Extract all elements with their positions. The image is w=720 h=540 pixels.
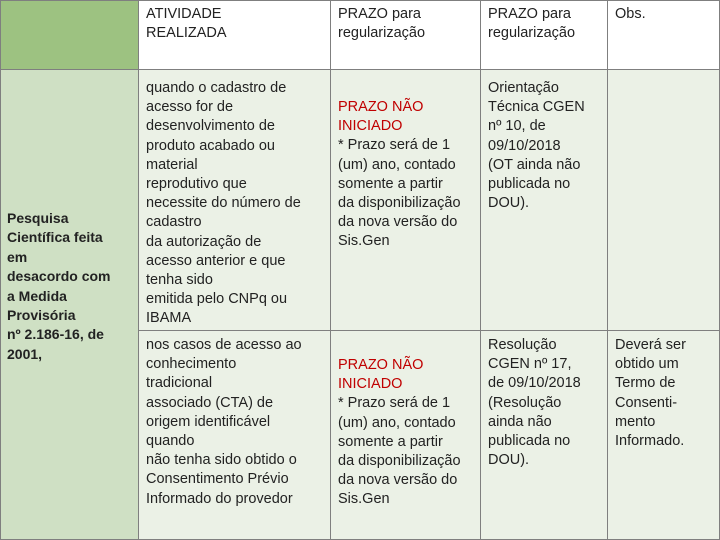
row1-activity [138, 69, 331, 331]
activity-line: produto acabado ou [146, 137, 275, 154]
regulation-line: (OT ainda não [488, 156, 581, 173]
row-label-line: 2001, [7, 345, 43, 362]
deadline-line: somente a partir [338, 433, 443, 450]
regulation-line: ainda não [488, 413, 552, 430]
row-label-line: Pesquisa [7, 209, 69, 226]
activity-line: desenvolvimento de [146, 118, 275, 135]
obs-line: mento [615, 413, 656, 430]
deadline-line: Sis.Gen [338, 491, 390, 508]
regulation-line: Técnica CGEN [488, 99, 585, 116]
activity-line: nos casos de acesso ao [146, 337, 302, 353]
row2-obs [607, 330, 720, 540]
deadline-line: * Prazo será de 1 [338, 137, 451, 154]
row-label-line: desacordo com [7, 268, 111, 285]
regulation-line: de 09/10/2018 [488, 375, 581, 392]
regulation-line: DOU). [488, 195, 530, 212]
obs-line: Informado. [615, 433, 685, 450]
regulation-line: DOU). [488, 452, 530, 469]
obs-line: Termo de [615, 375, 676, 392]
activity-line: associado (CTA) de [146, 394, 274, 411]
regulation-line: CGEN nº 17, [488, 356, 572, 373]
row1-obs [607, 69, 720, 331]
row2-regulation [480, 330, 608, 540]
activity-line: tradicional [146, 375, 213, 392]
deadline-line: somente a partir [338, 175, 443, 192]
status-not-started: PRAZO NÃO [338, 357, 424, 373]
header-deadline-line: PRAZO para [338, 6, 421, 22]
deadline-line: da nova versão do [338, 214, 458, 231]
deadline-line: da nova versão do [338, 472, 458, 489]
deadline-line: (um) ano, contado [338, 156, 456, 173]
deadline-line: da disponibilização [338, 195, 461, 212]
row-label-line: a Medida [7, 287, 67, 304]
obs-line: Deverá ser [615, 337, 686, 353]
activity-line: cadastro [146, 214, 202, 231]
status-not-started: INICIADO [338, 118, 403, 135]
row-label-line: Científica feita [7, 229, 103, 246]
row-group-label [0, 69, 139, 540]
deadline-line: * Prazo será de 1 [338, 395, 451, 412]
regulation-line: publicada no [488, 176, 571, 193]
regulation-line: (Resolução [488, 394, 562, 411]
deadline-line: Sis.Gen [338, 233, 390, 250]
regulation-line: publicada no [488, 433, 571, 450]
activity-line: não tenha sido obtido o [146, 452, 297, 469]
header-corner-cell [0, 0, 139, 70]
activity-line: quando [146, 433, 195, 450]
header-activity [138, 0, 331, 70]
header-deadline-line: regularização [488, 25, 576, 42]
regulation-line: nº 10, de [488, 118, 546, 135]
activity-line: emitida pelo CNPq ou [146, 291, 288, 308]
activity-line: Consentimento Prévio [146, 471, 289, 488]
header-activity-line: REALIZADA [146, 25, 227, 42]
header-deadline-line: PRAZO para [488, 6, 571, 22]
row2-activity [138, 330, 331, 540]
header-obs-label: Obs. [615, 6, 646, 22]
header-obs [607, 0, 720, 70]
deadline-line: da disponibilização [338, 453, 461, 470]
activity-line: acesso for de [146, 99, 234, 116]
header-activity-line: ATIVIDADE [146, 6, 222, 22]
deadline-line: (um) ano, contado [338, 414, 456, 431]
regulation-line: 09/10/2018 [488, 137, 561, 154]
activity-line: origem identificável [146, 413, 271, 430]
obs-line: Consenti- [615, 394, 678, 411]
status-not-started: INICIADO [338, 376, 403, 393]
activity-line: da autorização de [146, 233, 262, 250]
row-label-line: Provisória [7, 306, 76, 323]
activity-line: Informado do provedor [146, 490, 293, 507]
header-deadline-b [480, 0, 608, 70]
regulation-line: Orientação [488, 80, 559, 96]
activity-line: reprodutivo que [146, 176, 247, 193]
activity-line: acesso anterior e que [146, 252, 286, 269]
row1-regulation [480, 69, 608, 331]
row-label-line: nº 2.186-16, de [7, 326, 104, 343]
header-deadline-a [330, 0, 481, 70]
status-not-started: PRAZO NÃO [338, 99, 424, 115]
regulation-line: Resolução [488, 337, 557, 353]
row-label-line: em [7, 248, 28, 265]
row1-deadline [330, 69, 481, 331]
activity-line: IBAMA [146, 310, 192, 327]
obs-line: obtido um [615, 356, 679, 373]
activity-line: conhecimento [146, 356, 237, 373]
header-deadline-line: regularização [338, 25, 426, 42]
activity-line: material [146, 156, 198, 173]
activity-line: tenha sido [146, 272, 213, 289]
row2-deadline [330, 330, 481, 540]
activity-line: necessite do número de [146, 195, 301, 212]
activity-line: quando o cadastro de [146, 80, 287, 96]
